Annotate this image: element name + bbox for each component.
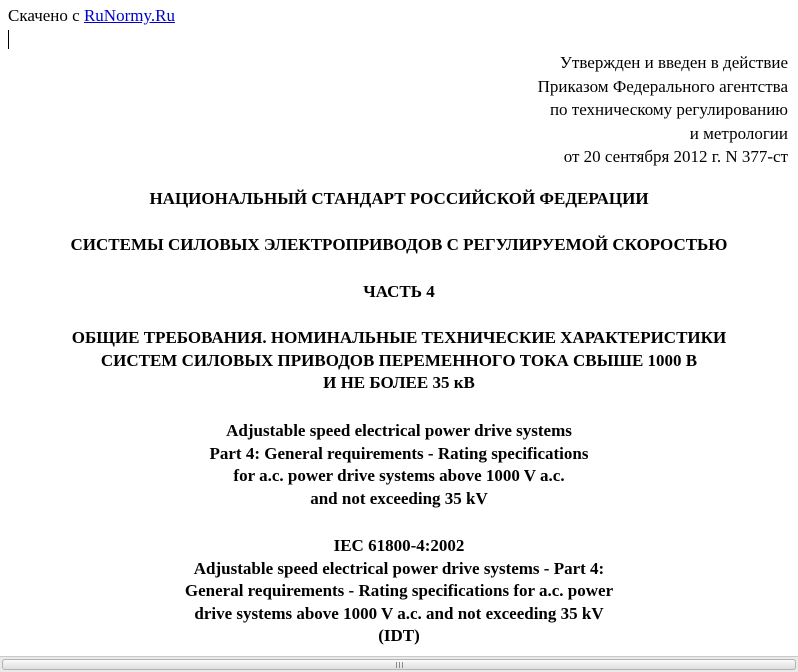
general-requirements-heading: [0, 327, 798, 395]
horizontal-scrollbar[interactable]: [0, 656, 798, 672]
general-heading-line: СИСТЕМ СИЛОВЫХ ПРИВОДОВ ПЕРЕМЕННОГО ТОКА СВЫШЕ 1000 В: [100, 350, 698, 370]
systems-heading: СИСТЕМЫ СИЛОВЫХ ЭЛЕКТРОПРИВОДОВ С РЕГУЛИРУЕМОЙ СКОРОСТЬЮ: [70, 235, 728, 254]
english-title-block: [0, 420, 798, 510]
text-caret: [8, 30, 9, 49]
approval-line: Приказом Федерального агентства: [537, 76, 788, 96]
iec-line: (IDT): [378, 626, 420, 645]
general-heading-line: И НЕ БОЛЕЕ 35 кВ: [323, 373, 475, 392]
part-heading: ЧАСТЬ 4: [363, 282, 435, 301]
english-title-line: Part 4: General requirements - Rating specifications: [209, 443, 589, 463]
english-title-line: for a.c. power drive systems above 1000 V a.c.: [233, 466, 565, 485]
iec-line: Adjustable speed electrical power drive systems - Part 4:: [193, 558, 605, 578]
download-source-line: [8, 5, 175, 27]
grip-lines-icon: [396, 662, 405, 668]
iec-line: IEC 61800-4:2002: [333, 536, 465, 555]
approval-line: от 20 сентября 2012 г. N 377-ст: [563, 147, 788, 166]
download-prefix: Скачено с: [8, 6, 84, 25]
approval-line: Утвержден и введен в действие: [559, 53, 788, 72]
english-title-line: Adjustable speed electrical power drive systems: [226, 421, 572, 440]
iec-reference-block: [0, 535, 798, 648]
approval-block: [538, 51, 788, 169]
iec-line: drive systems above 1000 V a.c. and not exceeding 35 kV: [194, 603, 604, 623]
runormy-link[interactable]: RuNormy.Ru: [83, 6, 175, 25]
approval-line: и метрологии: [689, 123, 788, 143]
general-heading-line: ОБЩИЕ ТРЕБОВАНИЯ. НОМИНАЛЬНЫЕ ТЕХНИЧЕСКИЕ ХАРАКТЕРИСТИКИ: [71, 328, 727, 347]
scrollbar-thumb[interactable]: [2, 659, 796, 670]
english-title-line: and not exceeding 35 kV: [310, 488, 488, 508]
national-standard-heading: НАЦИОНАЛЬНЫЙ СТАНДАРТ РОССИЙСКОЙ ФЕДЕРАЦИИ: [149, 189, 649, 208]
iec-line: General requirements - Rating specifications for a.c. power: [184, 581, 614, 600]
approval-line: по техническому регулированию: [549, 100, 788, 119]
